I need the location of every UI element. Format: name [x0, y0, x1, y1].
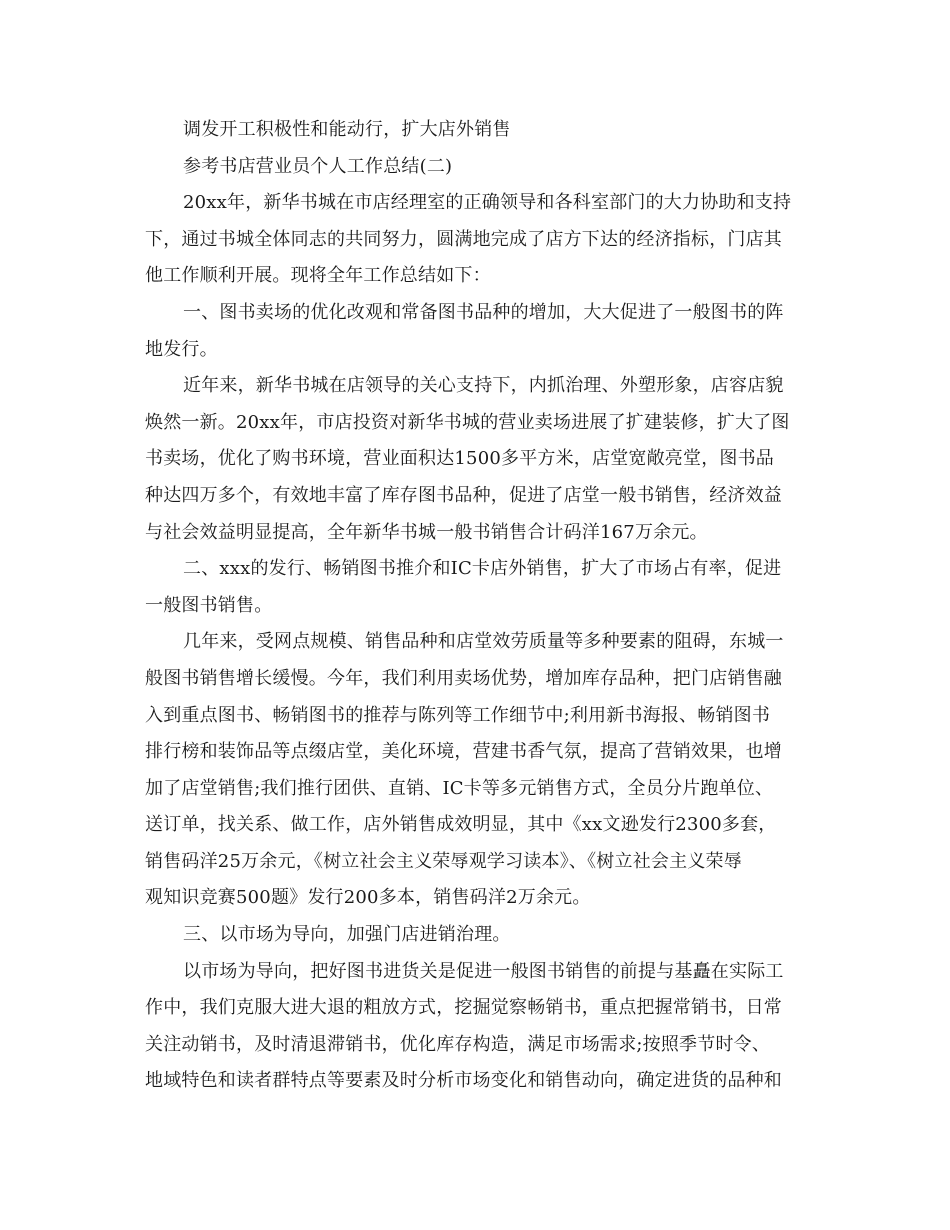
paragraph-line: 调发开工积极性和能动行，扩大店外销售 [183, 119, 511, 140]
paragraph-line: 书卖场，优化了购书环境，营业面积达1500多平方米，店堂宽敞亮堂，图书品 [145, 448, 775, 470]
section-heading: 一、图书卖场的优化改观和常备图书品种的增加，大大促进了一般图书的阵 [183, 301, 784, 323]
section-heading: 参考书店营业员个人工作总结(二) [183, 155, 453, 177]
section-heading: 三、以市场为导向，加强门店进销治理。 [183, 924, 511, 946]
section-heading: 地发行。 [145, 338, 218, 360]
paragraph-line: 般图书销售增长缓慢。今年，我们利用卖场优势，增加库存品种，把门店销售融 [145, 667, 782, 689]
paragraph-line: 销售码洋25万余元，《树立社会主义荣辱观学习读本》、《树立社会主义荣辱 [145, 850, 742, 872]
paragraph-line: 地域特色和读者群特点等要素及时分析市场变化和销售动向，确定进货的品种和 [145, 1070, 782, 1092]
paragraph-line: 排行榜和装饰品等点缀店堂，美化环境，营建书香气氛，提高了营销效果，也增 [145, 741, 782, 763]
paragraph-line: 20xx年，新华书城在市店经理室的正确领导和各科室部门的大力协助和支持 [183, 192, 792, 214]
document-body [145, 112, 805, 1100]
paragraph-line: 以市场为导向，把好图书进货关是促进一般图书销售的前提与基矗在实际工 [183, 960, 784, 982]
paragraph-line: 下，通过书城全体同志的共同努力，圆满地完成了店方下达的经济指标，门店其 [145, 228, 782, 250]
paragraph-line: 种达四万多个，有效地丰富了库存图书品种，促进了店堂一般书销售，经济效益 [145, 484, 782, 506]
paragraph-line: 关注动销书，及时清退滞销书，优化库存构造，满足市场需求;按照季节时令、 [145, 1033, 771, 1055]
paragraph-line: 观知识竞赛500题》发行200多本，销售码洋2万余元。 [145, 887, 591, 909]
paragraph-line: 加了店堂销售;我们推行团供、直销、IC卡等多元销售方式，全员分片跑单位、 [145, 777, 774, 799]
paragraph-line: 几年来，受网点规模、销售品种和店堂效劳质量等多种要素的阻碍，东城一 [183, 631, 784, 653]
section-heading: 二、xxx的发行、畅销图书推介和IC卡店外销售，扩大了市场占有率，促进 [183, 558, 782, 580]
paragraph-line: 近年来，新华书城在店领导的关心支持下，内抓治理、外塑形象，店容店貌 [183, 375, 784, 397]
paragraph-line: 与社会效益明显提高，全年新华书城一般书销售合计码洋167万余元。 [145, 521, 708, 543]
paragraph-line: 他工作顺利开展。现将全年工作总结如下： [145, 265, 491, 287]
paragraph-line: 作中，我们克服大进大退的粗放方式，挖掘觉察畅销书，重点把握常销书，日常 [145, 997, 782, 1019]
section-heading: 一般图书销售。 [145, 594, 273, 616]
paragraph-line: 送订单，找关系、做工作，店外销售成效明显，其中《xx文逊发行2300多套， [145, 814, 777, 836]
paragraph-line: 焕然一新。20xx年，市店投资对新华书城的营业卖场进展了扩建装修，扩大了图 [145, 411, 790, 433]
paragraph-line: 入到重点图书、畅销图书的推荐与陈列等工作细节中;利用新书海报、畅销图书 [145, 704, 771, 726]
